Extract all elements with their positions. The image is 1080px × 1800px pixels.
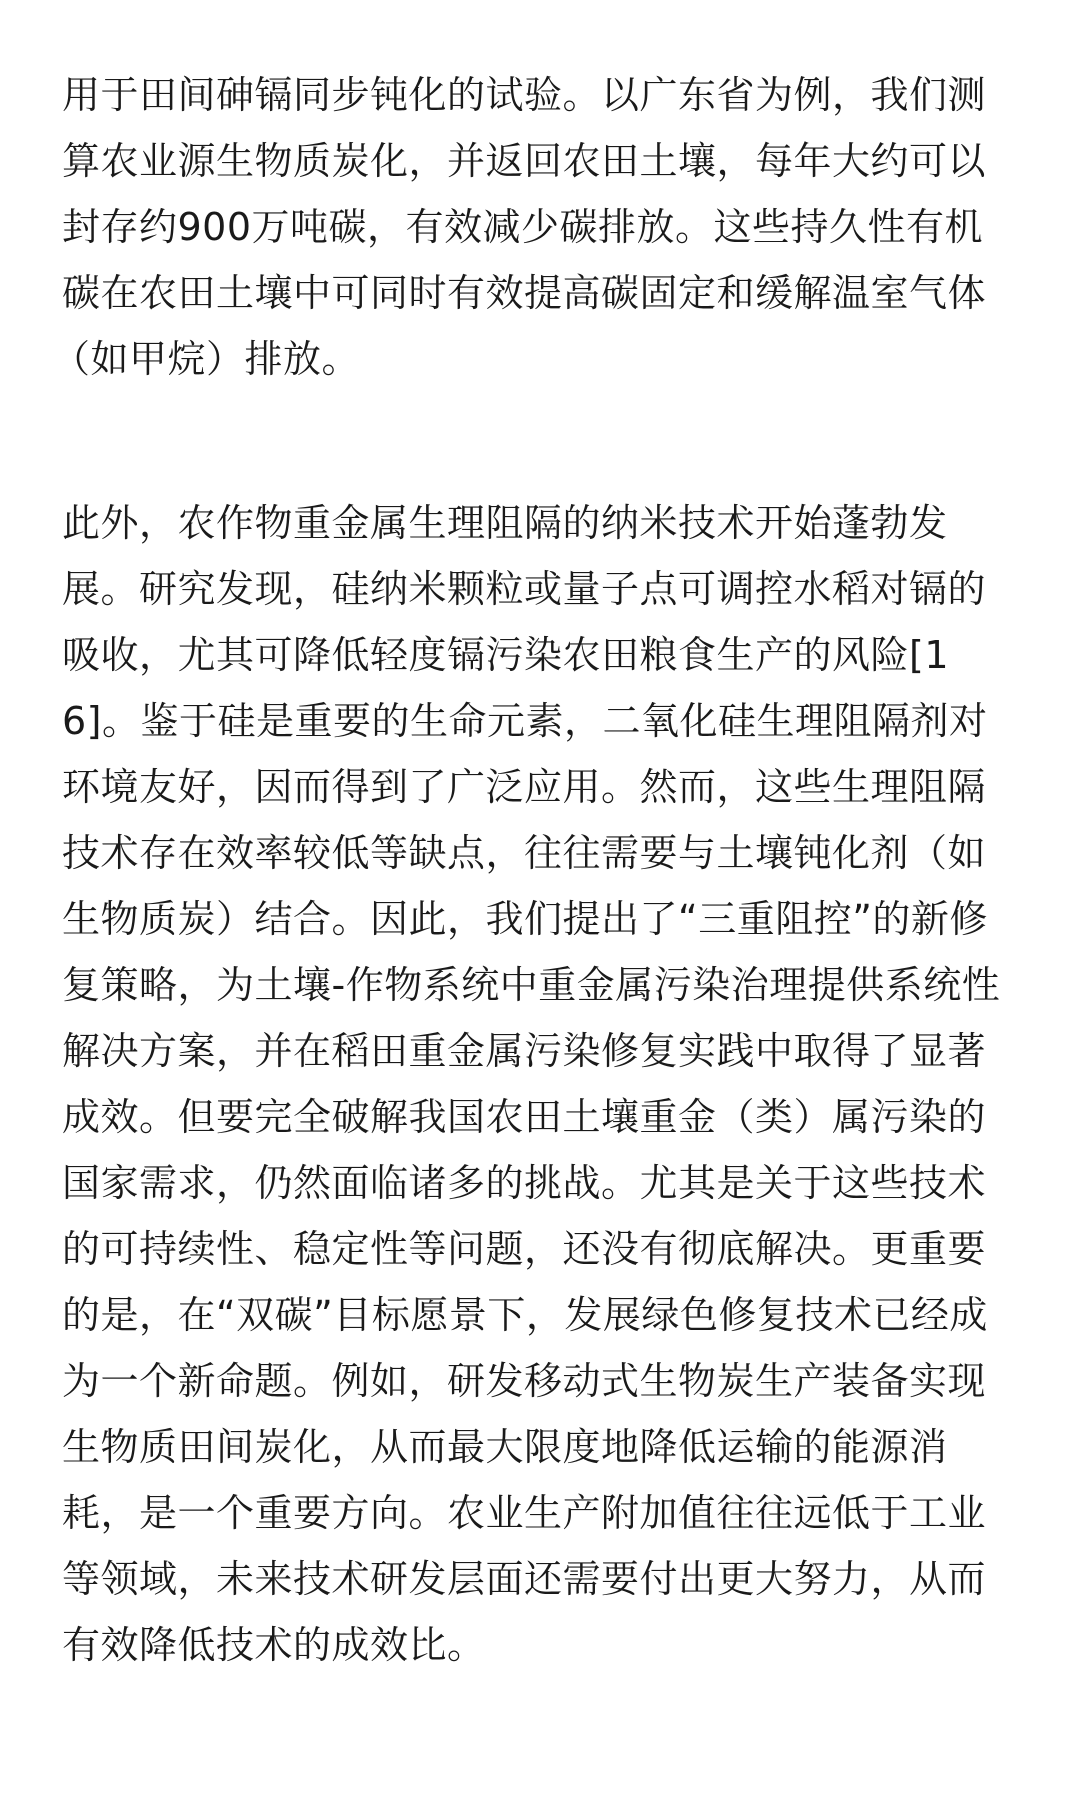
text-line: 碳在农田土壤中可同时有效提高碳固定和缓解温室气体 [62,271,987,315]
text-line: 生物质炭）结合。因此，我们提出了“三重阻控”的新修 [62,897,988,941]
text-line: 用于田间砷镉同步钝化的试验。以广东省为例，我们测 [62,73,987,117]
text-line: 技术存在效率较低等缺点，往往需要与土壤钝化剂（如 [62,831,987,875]
text-line: 的可持续性、稳定性等问题，还没有彻底解决。更重要 [62,1227,987,1271]
text-line: 展。研究发现，硅纳米颗粒或量子点可调控水稻对镉的 [62,567,987,611]
text-line: 为一个新命题。例如，研发移动式生物炭生产装备实现 [62,1359,987,1403]
text-line: 6]。鉴于硅是重要的生命元素，二氧化硅生理阻隔剂对 [62,699,988,743]
text-line: 成效。但要完全破解我国农田土壤重金（类）属污染的 [62,1095,987,1139]
text-line: 解决方案，并在稻田重金属污染修复实践中取得了显著 [62,1029,987,1073]
text-line: 环境友好，因而得到了广泛应用。然而，这些生理阻隔 [62,765,987,809]
text-line: 有效降低技术的成效比。 [62,1623,486,1667]
text-line: 耗，是一个重要方向。农业生产附加值往往远低于工业 [62,1491,987,1535]
text-line: 吸收，尤其可降低轻度镉污染农田粮食生产的风险[1 [62,633,950,677]
text-line: 算农业源生物质炭化，并返回农田土壤，每年大约可以 [62,139,987,183]
text-line: （如甲烷）排放。 [52,337,361,381]
text-line: 生物质田间炭化，从而最大限度地降低运输的能源消 [62,1425,948,1469]
text-line: 的是，在“双碳”目标愿景下，发展绿色修复技术已经成 [62,1293,988,1337]
text-line: 复策略，为土壤-作物系统中重金属污染治理提供系统性 [62,963,1001,1007]
text-line: 国家需求，仍然面临诸多的挑战。尤其是关于这些技术 [62,1161,987,1205]
text-line: 封存约900万吨碳，有效减少碳排放。这些持久性有机 [62,205,984,249]
text-line: 此外，农作物重金属生理阻隔的纳米技术开始蓬勃发 [62,501,948,545]
text-line: 等领域，未来技术研发层面还需要付出更大努力，从而 [62,1557,987,1601]
